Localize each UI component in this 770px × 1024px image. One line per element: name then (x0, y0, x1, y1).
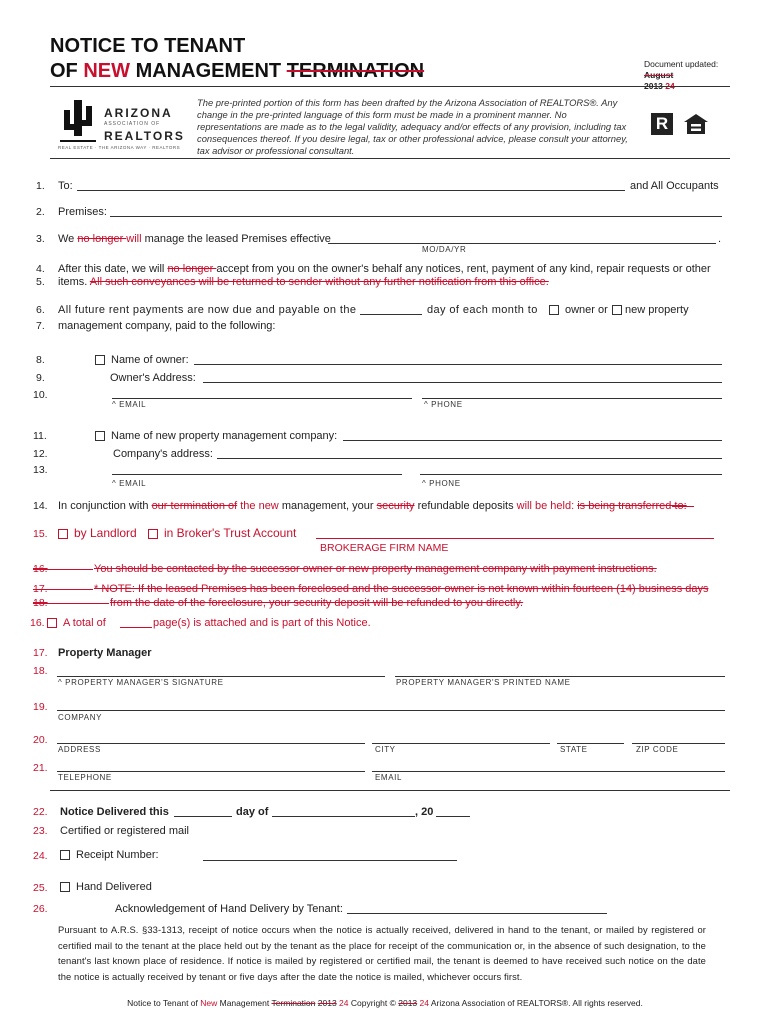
line-number: 25. (33, 882, 48, 894)
line-number: 18. (33, 665, 48, 677)
line-number: 7. (36, 320, 45, 332)
owner-option[interactable]: owner or (549, 304, 608, 316)
line-number: 20. (33, 734, 48, 746)
phone-caption: ^ PHONE (424, 400, 463, 409)
line-number: 11. (33, 430, 47, 442)
company-caption: COMPANY (58, 713, 103, 722)
owner-name-checkbox[interactable] (95, 355, 105, 365)
document-updated: Document updated: August 2013 24 (644, 59, 719, 91)
arizona-realtors-logo: ARIZONA ASSOCIATION OF REALTORS REAL ESTATE · THE ARIZONA WAY · REALTORS (58, 94, 188, 154)
page-title (50, 34, 424, 84)
line5-text: items. All such conveyances will be returned to sender without any further notification from this office. (58, 276, 549, 288)
line-number: 21. (33, 762, 48, 774)
day-of-month-text: day of each month to (427, 304, 538, 316)
all-occupants-label: and All Occupants (630, 180, 719, 192)
line-number: 22. (33, 806, 48, 818)
owner-checkbox[interactable] (549, 305, 559, 315)
day-of-label: day of (236, 806, 269, 818)
city-caption: CITY (375, 745, 396, 754)
company-address-field[interactable] (217, 458, 722, 459)
line-number: 13. (33, 464, 48, 476)
owner-email-field[interactable] (112, 398, 412, 399)
owner-phone-field[interactable] (422, 398, 722, 399)
line-number: 17. (33, 583, 48, 595)
line-number: 14. (33, 500, 48, 512)
equal-housing-icon (683, 113, 709, 135)
struck-line18: from the date of the foreclosure, your security deposit will be refunded to you directly. (110, 597, 524, 609)
line-number: 6. (36, 304, 45, 316)
owner-address-field[interactable] (203, 382, 722, 383)
line-number: 5. (36, 276, 45, 288)
pages-count-field[interactable] (120, 627, 152, 628)
email-field[interactable] (372, 771, 725, 772)
owner-name-field[interactable] (194, 364, 722, 365)
company-phone-field[interactable] (420, 474, 722, 475)
company-address-label: Company's address: (113, 448, 213, 460)
state-caption: STATE (560, 745, 588, 754)
statute-paragraph: Pursuant to A.R.S. §33-1313, receipt of notice occurs when the notice is actually received, delivered in hand to the tenant, or mailed by registered or certified mail to the tenant at the place held out by the tenant as the place for receipt of the communication or, in the absence of such designation, to the tenant's last known place of residence. If notice is mailed by registered or certified mail, the tenant is deemed to have received such notice on the date the notice is actually received by tenant or five days after the date the notice is mailed, whichever occurs first. (58, 924, 706, 982)
pm-company-field[interactable] (343, 440, 722, 441)
brokerage-caption: BROKERAGE FIRM NAME (320, 542, 449, 554)
footer: Notice to Tenant of New Management Termination 2013 24 Copyright © 2013 24 Arizona Association of REALTORS®. All rights reserved. (127, 998, 643, 1008)
header-rule-bottom (50, 158, 730, 159)
address-caption: ADDRESS (58, 745, 101, 754)
delivered-day-field[interactable] (174, 816, 232, 817)
title-line2: OF NEW MANAGEMENT TERMINATION (50, 60, 425, 82)
date-caption: MO/DA/YR (422, 245, 467, 254)
receipt-number-option[interactable]: Receipt Number: (60, 849, 159, 861)
trust-account-option[interactable]: in Broker's Trust Account (148, 526, 296, 540)
city-field[interactable] (372, 743, 550, 744)
cactus-icon (60, 96, 96, 148)
company-email-field[interactable] (112, 474, 402, 475)
line-number: 19. (33, 701, 48, 713)
pm-company-option[interactable]: Name of new property management company: (95, 430, 337, 442)
notice-delivered-label: Notice Delivered this (60, 806, 169, 818)
owner-address-label: Owner's Address: (110, 372, 196, 384)
line4-text: After this date, we will no longer accept from you on the owner's behalf any notices, rent, payment of any kind, repair requests or other (58, 263, 711, 275)
line-number: 9. (36, 372, 45, 384)
struck-line17: * NOTE: If the leased Premises has been foreclosed and the successor owner is not known within fourteen (14) business days (94, 583, 709, 595)
owner-name-option[interactable]: Name of owner: (95, 354, 189, 366)
state-field[interactable] (557, 743, 624, 744)
printed-name-caption: PROPERTY MANAGER'S PRINTED NAME (396, 678, 571, 687)
zip-caption: ZIP CODE (636, 745, 679, 754)
telephone-caption: TELEPHONE (58, 773, 112, 782)
acknowledgement-label: Acknowledgement of Hand Delivery by Tenant: (115, 903, 343, 915)
line-number: 3. (36, 233, 45, 245)
address-field[interactable] (57, 743, 365, 744)
line-number: 26. (33, 903, 48, 915)
pm-signature-field[interactable] (57, 676, 385, 677)
hand-delivered-option[interactable]: Hand Delivered (60, 881, 152, 893)
header-rule-top (50, 86, 730, 87)
pages-attached-text: page(s) is attached and is part of this Notice. (153, 617, 371, 629)
realtor-r-icon: R (651, 113, 673, 135)
telephone-field[interactable] (57, 771, 365, 772)
effective-date-text: We no longer will manage the leased Premises effective (58, 233, 331, 245)
pm-printed-name-field[interactable] (395, 676, 725, 677)
receipt-number-field[interactable] (203, 860, 457, 861)
company-field[interactable] (57, 710, 725, 711)
pm-company-checkbox[interactable] (95, 431, 105, 441)
new-pm-checkbox[interactable] (612, 305, 622, 315)
effective-date-field[interactable] (328, 243, 716, 244)
line-number: 16. (33, 563, 48, 575)
line-number: 10. (33, 389, 48, 401)
line-number: 15. (33, 528, 48, 540)
line7-text: management company, paid to the following: (58, 320, 276, 332)
pages-attached-checkbox[interactable] (47, 618, 57, 628)
disclaimer-text: The pre-printed portion of this form has been drafted by the Arizona Association of REALTORS®. Any change in the pre-printed language of this form must be made in a prominent manner. No representations are made as to the legal validity, adequacy and/or effects of any provision, including tax consequences thereof. If you desire legal, tax or other professional advice, please consult your attorney, tax advisor or professional consultant. (197, 97, 628, 156)
by-landlord-checkbox[interactable] (58, 529, 68, 539)
to-field[interactable] (77, 190, 625, 191)
line-number: 2. (36, 206, 45, 218)
line-number: 24. (33, 850, 48, 862)
line-number: 17. (33, 647, 48, 659)
line-number: 12. (33, 448, 48, 460)
title-line1: NOTICE TO TENANT (50, 35, 246, 57)
deposit-text: In conjunction with our termination of the new management, your security refundable deposits will be held: is being transferred to: (58, 500, 687, 512)
trust-account-checkbox[interactable] (148, 529, 158, 539)
line-number: 16. (30, 617, 45, 629)
email-caption: EMAIL (375, 773, 403, 782)
brokerage-firm-field[interactable] (316, 538, 714, 539)
phone-caption: ^ PHONE (422, 479, 461, 488)
to-label: To: (58, 180, 73, 192)
delivered-year-field[interactable] (436, 816, 470, 817)
by-landlord-option[interactable]: by Landlord (58, 526, 137, 540)
year-prefix-label: , 20 (415, 806, 434, 818)
certified-mail-label: Certified or registered mail (60, 825, 189, 837)
receipt-number-checkbox[interactable] (60, 850, 70, 860)
line-number: 8. (36, 354, 45, 366)
signature-caption: ^ PROPERTY MANAGER'S SIGNATURE (58, 678, 224, 687)
email-caption: ^ EMAIL (112, 400, 147, 409)
rent-due-text: All future rent payments are now due and payable on the (58, 304, 357, 316)
new-pm-option[interactable]: new property (612, 304, 689, 316)
due-day-field[interactable] (360, 314, 422, 315)
premises-label: Premises: (58, 206, 107, 218)
delivered-month-field[interactable] (272, 816, 415, 817)
zip-field[interactable] (632, 743, 725, 744)
struck-line16: You should be contacted by the successor owner or new property management company with payment instructions. (94, 563, 657, 575)
premises-field[interactable] (110, 216, 722, 217)
section-divider (50, 790, 730, 791)
line-number: 23. (33, 825, 48, 837)
tenant-acknowledgement-field[interactable] (347, 913, 607, 914)
email-caption: ^ EMAIL (112, 479, 147, 488)
pages-attached-option[interactable]: A total of (47, 617, 106, 629)
line-number: 18. (33, 597, 48, 609)
line-number: 1. (36, 180, 45, 192)
line-number: 4. (36, 263, 45, 275)
hand-delivered-checkbox[interactable] (60, 882, 70, 892)
deposit-strike-line (672, 506, 694, 507)
property-manager-heading: Property Manager (58, 647, 152, 659)
